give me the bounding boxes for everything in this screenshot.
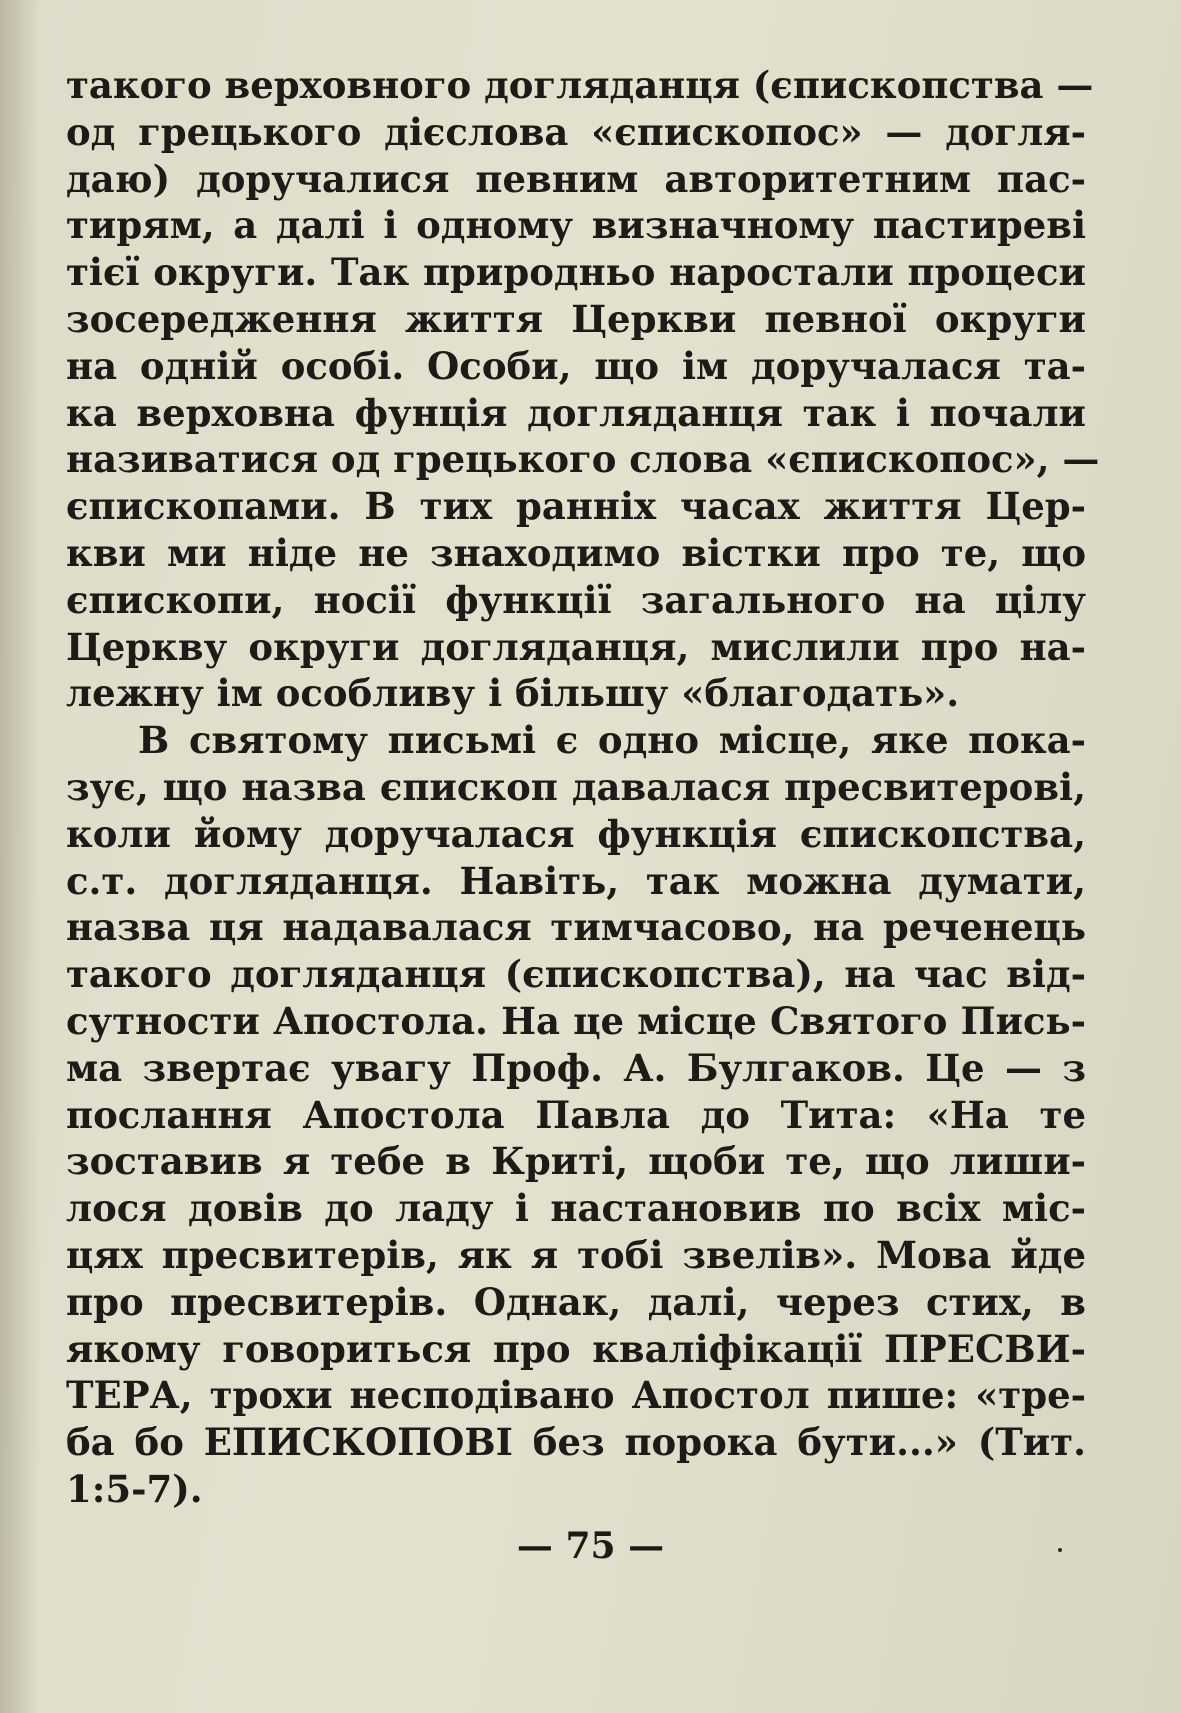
body-text <box>66 62 1100 1513</box>
text-line: 1:5-7). <box>66 1466 203 1511</box>
text-line: зоставив я тебе в Криті, щоби те, що лиши- <box>66 1139 1086 1184</box>
text-line: лося довів до ладу і настановив по всіх міс- <box>66 1186 1086 1231</box>
text-line: ТЕРА, трохи несподівано Апостол пише: «тре- <box>66 1373 1086 1418</box>
text-line: кви ми ніде не знаходимо вістки про те, що <box>66 530 1086 575</box>
ink-speck <box>1058 1548 1062 1552</box>
text-line: якому говориться про кваліфікації ПРЕСВИ- <box>66 1326 1086 1371</box>
text-line: про пресвитерів. Однак, далі, через стих, в <box>66 1279 1086 1324</box>
text-line: ма звертає увагу Проф. А. Булгаков. Це — з <box>66 1045 1086 1090</box>
text-line: коли йому доручалася функція єпископства, <box>66 811 1086 856</box>
text-line: ка верховна фунція догляданця так і почали <box>66 390 1086 435</box>
text-line: ба бо ЕПИСКОПОВІ без порока бути...» (Тит. <box>66 1420 1086 1465</box>
text-line: такого верховного догляданця (єпископства — <box>66 63 1094 107</box>
text-line: тирям, а далі і одному визначному пастиреві <box>66 203 1086 248</box>
text-line: такого догляданця (єпископства), на час від- <box>66 952 1086 997</box>
text-line: назва ця надавалася тимчасово, на реченець <box>66 905 1086 950</box>
text-line: зує, що назва єпископ давалася пресвитерові, <box>66 764 1086 809</box>
text-line: єпископи, носії функції загального на цілу <box>66 577 1086 622</box>
text-line: од грецького дієслова «єпископос» — догля- <box>66 109 1086 154</box>
text-line: зосередження життя Церкви певної округи <box>66 296 1086 341</box>
text-line: даю) доручалися певним авторитетним пас- <box>66 156 1086 201</box>
paragraph-2 <box>66 717 1086 1513</box>
text-line: Церкву округи догляданця, мислили про на- <box>66 624 1086 669</box>
paragraph-1 <box>66 62 1100 717</box>
text-line: називатися од грецького слова «єпископос», — <box>66 437 1100 482</box>
text-line: єпископами. В тих ранніх часах життя Цер- <box>66 484 1086 529</box>
text-line: тієї округи. Так природньо наростали процеси <box>66 250 1086 295</box>
text-line: В святому письмі є одно місце, яке пока- <box>138 718 1086 763</box>
text-line: послання Апостола Павла до Тита: «На те <box>66 1092 1086 1137</box>
page-number: — 75 — <box>516 1525 665 1567</box>
text-line: лежну ім особливу і більшу «благодать». <box>66 671 960 716</box>
text-line: цях пресвитерів, як я тобі звелів». Мова йде <box>66 1232 1086 1277</box>
text-line: с.т. догляданця. Навіть, так можна думати, <box>66 858 1086 903</box>
text-line: сутности Апостола. На це місце Святого Пись- <box>66 998 1086 1043</box>
text-line: на одній особі. Особи, що ім доручалася та- <box>66 343 1086 388</box>
